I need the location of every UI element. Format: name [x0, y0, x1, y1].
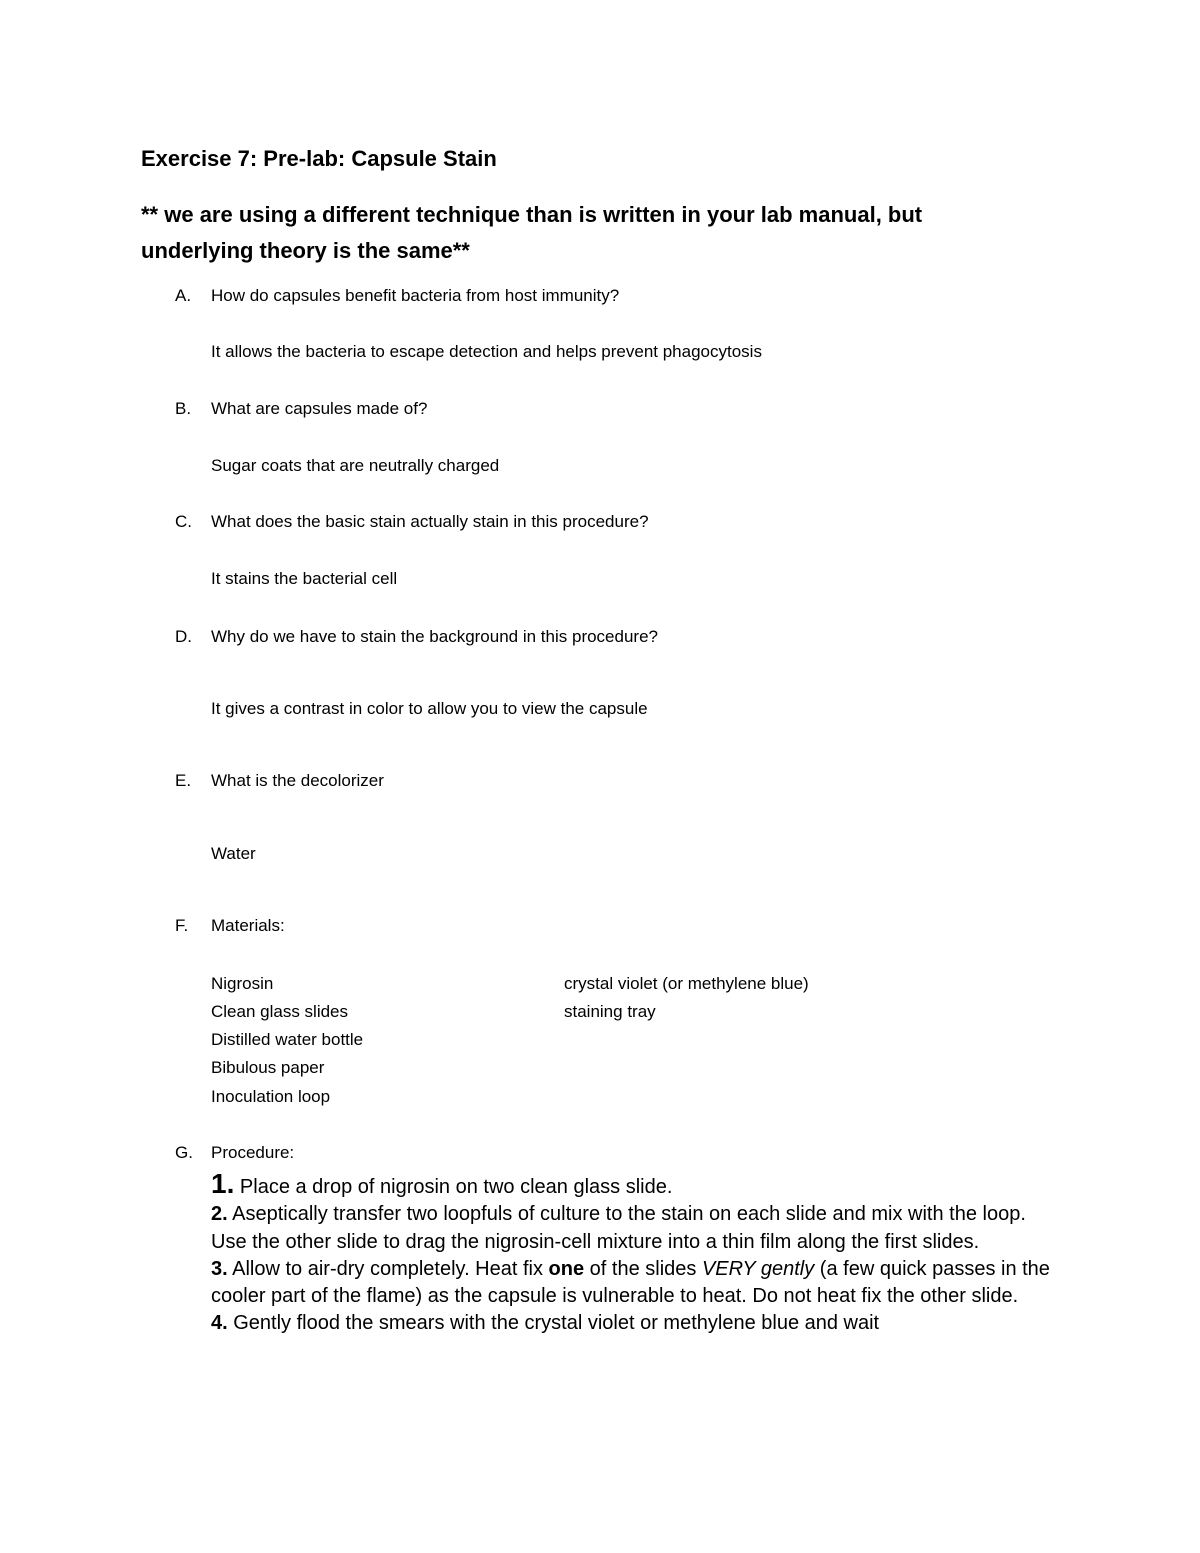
question-d-letter: D.: [175, 627, 192, 646]
procedure-step-1: [211, 1170, 1051, 1201]
answer-a-text: It allows the bacteria to escape detection and helps prevent phagocytosis: [211, 342, 762, 361]
step-emphasis-one: one: [548, 1257, 585, 1280]
step-number: 4.: [211, 1312, 228, 1335]
question-e-text: What is the decolorizer: [211, 771, 384, 790]
step-text: (a few quick passes in the cooler part of the flame) as the capsule is vulnerable to heat. Do not heat fix the other slide.: [211, 1257, 1050, 1308]
step-number: 2.: [211, 1203, 228, 1226]
question-a-text: How do capsules benefit bacteria from host immunity?: [211, 286, 620, 305]
question-b-text: What are capsules made of?: [211, 399, 428, 418]
page-title: Exercise 7: Pre-lab: Capsule Stain: [141, 146, 497, 171]
material-item: Nigrosin: [211, 974, 274, 993]
answer-b-text: Sugar coats that are neutrally charged: [211, 456, 500, 475]
step-text: Allow to air-dry completely. Heat fix: [227, 1257, 549, 1280]
procedure-step-2: [211, 1201, 1051, 1256]
procedure-steps: [211, 1170, 1051, 1338]
question-d-text: Why do we have to stain the background in this procedure?: [211, 627, 658, 646]
materials-letter: F.: [175, 916, 189, 935]
answer-d-text: It gives a contrast in color to allow you to view the capsule: [211, 699, 648, 718]
procedure-step-4: [211, 1310, 1051, 1337]
material-item: Inoculation loop: [211, 1087, 331, 1106]
question-c-text: What does the basic stain actually stain in this procedure?: [211, 512, 649, 531]
material-item: staining tray: [564, 1002, 656, 1021]
question-e-letter: E.: [175, 771, 192, 790]
answer-c-text: It stains the bacterial cell: [211, 569, 398, 588]
question-c-letter: C.: [175, 512, 192, 531]
materials-label: Materials:: [211, 916, 285, 935]
material-item: Clean glass slides: [211, 1002, 349, 1021]
material-item: Bibulous paper: [211, 1058, 325, 1077]
procedure-label: Procedure:: [211, 1143, 295, 1162]
material-item: crystal violet (or methylene blue): [564, 974, 809, 993]
answer-e-text: Water: [211, 844, 256, 863]
step-number: 1.: [211, 1168, 235, 1199]
step-text: of the slides: [584, 1257, 702, 1280]
step-text: Gently flood the smears with the crystal violet or methylene blue and wait: [227, 1312, 880, 1335]
step-text: Place a drop of nigrosin on two clean glass slide.: [234, 1176, 673, 1198]
question-a-letter: A.: [175, 286, 192, 305]
procedure-letter: G.: [175, 1143, 193, 1162]
technique-note: [141, 197, 1041, 269]
step-number: 3.: [211, 1257, 228, 1280]
step-emphasis-gently: VERY gently: [701, 1257, 815, 1280]
material-item: Distilled water bottle: [211, 1030, 364, 1049]
technique-note-line-2: underlying theory is the same**: [141, 238, 470, 263]
technique-note-line-1: ** we are using a different technique than is written in your lab manual, but: [141, 202, 923, 227]
procedure-step-3: [211, 1256, 1051, 1311]
question-b-letter: B.: [175, 399, 192, 418]
step-text: Aseptically transfer two loopfuls of culture to the stain on each slide and mix with the loop. Use the other slide to drag the nigrosin-cell mixture into a thin film along the first slides.: [211, 1203, 1026, 1253]
